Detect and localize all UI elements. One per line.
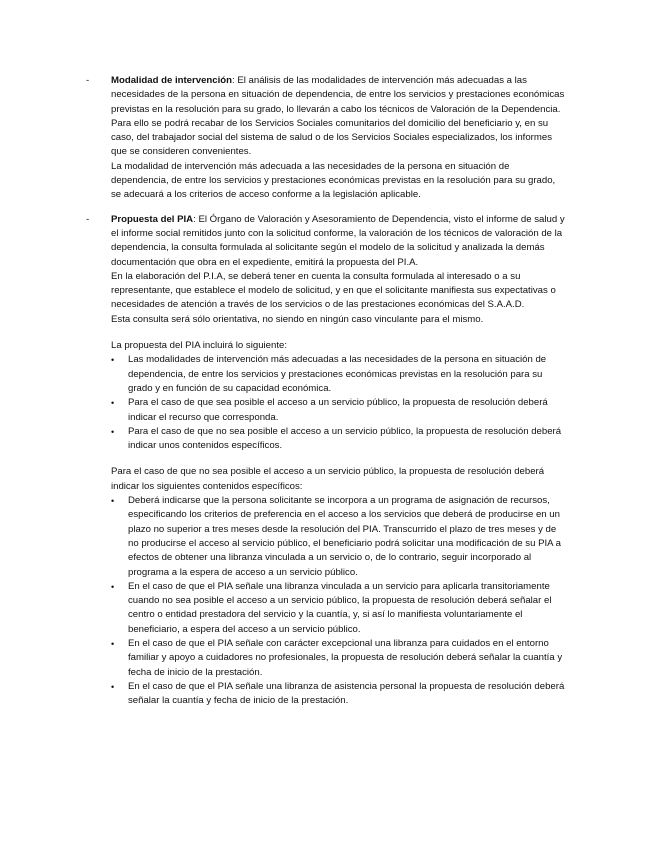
contents-intro: Para el caso de que no sea posible el acceso a un servicio público, la propuesta de resolución deberá indicar los siguientes contenidos específicos: <box>111 466 545 492</box>
dash-marker: - <box>86 213 90 225</box>
contents-list <box>86 494 566 708</box>
list-item <box>111 396 566 425</box>
list-item <box>111 353 566 396</box>
dash-marker: - <box>86 75 90 86</box>
paragraph: Esta consulta será sólo orientativa, no siendo en ningún caso vinculante para el mismo. <box>111 313 484 325</box>
section-text: : El análisis de las modalidades de intervención más adecuadas a las necesidades de la persona en situación de dependencia, de entre los servicios y prestaciones económicas previstas en la resolución para su grado, lo llevarán a cabo los técnicos de Valoración de la Dependencia. <box>111 75 565 115</box>
bullet: • <box>111 398 115 409</box>
pia-list <box>86 353 566 453</box>
list-item <box>111 425 566 454</box>
bullet: • <box>111 681 115 692</box>
document-body <box>86 74 566 720</box>
bullet: • <box>111 355 115 366</box>
section-first-paragraph <box>111 213 566 270</box>
list-item <box>111 637 566 680</box>
section-first-paragraph <box>111 74 566 117</box>
list-item-text: Para el caso de que sea posible el acceso a un servicio público, la propuesta de resolución deberá indicar el recurso que corresponda. <box>128 397 548 423</box>
list-item-text: En el caso de que el PIA señale con carácter excepcional una libranza para cuidados en el entorno familiar y apoyo a cuidadores no profesionales, la propuesta de resolución deberá señalar la cuantía y fecha de inicio de la prestación. <box>128 637 563 678</box>
list-item-text: Las modalidades de intervención más adecuadas a las necesidades de la persona en situación de dependencia, de entre los servicios y prestaciones económicas previstas en la resolución para su grado y en función de su capacidad económica. <box>128 354 547 394</box>
bullet: • <box>111 638 115 649</box>
list-item <box>111 494 566 580</box>
section-heading: Modalidad de intervención <box>111 75 233 86</box>
paragraph: Para ello se podrá recabar de los Servicios Sociales comunitarios del domicilio del beneficiario y, en su caso, del trabajador social del sistema de salud o de los Servicios Sociales especializados, los informes que se consideren convenientes. <box>111 117 553 158</box>
list-item-text: En el caso de que el PIA señale una libranza vinculada a un servicio para aplicarla transitoriamente cuando no sea posible el acceso a un servicio público, la propuesta de resolución deberá señalar el centro o entidad prestadora del servicio y la cuantía, y, si así lo manifiesta voluntariamente el beneficiario, a espera del acceso a un servicio público. <box>128 580 552 635</box>
list-item-text: Deberá indicarse que la persona solicitante se incorpora a un programa de asignación de recursos, especificando los criterios de preferencia en el acceso a los servicios que deberá de producirse en un plazo no superior a tres meses desde la resolución del PIA. Transcurrido el plazo de tres meses y de no producirse el acceso al servicio público, el beneficiario podrá solicitar una modificación de su PIA a efectos de obtener una libranza vinculada a un servicio o, de lo contrario, seguir incorporado al programa a la espera de acceso a un servicio público. <box>128 495 562 578</box>
section-propuesta <box>86 213 566 327</box>
list-item-text: En el caso de que el PIA señale una libranza de asistencia personal la propuesta de resolución deberá señalar la cuantía y fecha de inicio de la prestación. <box>128 680 565 707</box>
section-modalidad <box>86 74 566 203</box>
list-item <box>111 680 566 709</box>
bullet: • <box>111 496 115 507</box>
paragraph: La modalidad de intervención más adecuada a las necesidades de la persona en situación de dependencia, de entre los servicios y prestaciones económicas previstas en la resolución para su grado, se adecuará a los criterios de acceso conforme a la legislación aplicable. <box>111 160 556 201</box>
list-item-text: Para el caso de que no sea posible el acceso a un servicio público, la propuesta de resolución deberá indicar unos contenidos específicos. <box>128 425 562 452</box>
bullet: • <box>111 426 115 437</box>
list-item <box>111 580 566 637</box>
bullet: • <box>111 581 115 592</box>
pia-intro: La propuesta del PIA incluirá lo siguiente: <box>111 340 287 352</box>
section-text: : El Órgano de Valoración y Asesoramiento de Dependencia, visto el informe de salud y el informe social remitidos junto con la solicitud conforme, la valoración de los técnicos de valoración de la dependencia, la consulta formulada al solicitante según el modelo de la solicitud y analizada la demás documentación que obra en el expediente, emitirá la propuesta del PI.A. <box>111 213 565 268</box>
section-heading: Propuesta del PIA <box>111 213 194 225</box>
paragraph: En la elaboración del P.I.A, se deberá tener en cuenta la consulta formulada al interesado o a su representante, que establece el modelo de solicitud, y en que el solicitante manifiesta sus expectativas o necesidades de atención a través de los servicios o de las prestaciones económicas del S.A.A.D. <box>111 270 556 311</box>
